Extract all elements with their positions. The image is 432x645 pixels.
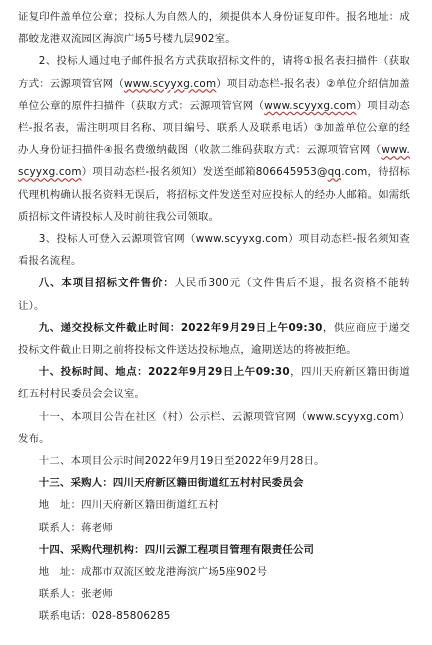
item2-website-2: www.scyyxg.com — [264, 99, 357, 112]
section-9-label: 九、递交投标文件截止时间：2022年9月29日上午09:30 — [38, 321, 323, 334]
section-11-publication: 十一、本项目公告在社区（村）公示栏、云源项管官网（www.scyyxg.com）发布。 — [18, 410, 410, 445]
section-10-time-place — [18, 361, 410, 405]
item2-text-c: ）项目动态栏-报名表，需注明项目名称、项目编号、联系人及联系电话）③加盖单位公章的经办人身份证扫描件④报名费缴纳截图（收款二维码获取方式：云源项管官网（ — [18, 99, 410, 157]
section-10-label: 十、投标时间、地点：2022年9月29日上午09:30 — [38, 366, 290, 379]
section-8-label: 八、本项目招标文件售价： — [38, 277, 175, 290]
paragraph-item-2 — [18, 50, 410, 228]
section-9-text: ，供应商应于递交投标文件截止日期之前将投标文件送达投标地点，逾期送达的将被拒绝。 — [18, 321, 410, 357]
item2-text-b: ）项目动态栏-报名表）②单位介绍信加盖单位公章的原件扫描件（获取方式：云源项管官网（ — [18, 77, 410, 112]
paragraph-item-3: 3、投标人可登入云源项管官网（www.scyyxg.com）项目动态栏-报名须知查看报名流程。 — [18, 233, 410, 268]
item2-email-domain: qq — [327, 166, 342, 179]
section-14-title: 十四、采购代理机构：四川云源工程项目管理有限责任公司 — [38, 543, 315, 556]
section-14-phone: 联系电话：028-85806285 — [38, 610, 171, 623]
item2-text-d: ）项目动态栏-报名须知）发送至邮箱806645953@ — [81, 166, 328, 179]
item2-website-1: www.scyyxg.com — [124, 77, 217, 90]
section-9-deadline — [18, 317, 410, 361]
section-12-period: 十二、本项目公示时间2022年9月19日至2022年9月28日。 — [38, 455, 325, 468]
section-8-price — [18, 272, 410, 316]
item2-website-3: www.scyyxg.com — [18, 144, 410, 179]
section-13-address: 地 址：四川天府新区籍田街道红五村 — [38, 499, 219, 512]
section-14-contact: 联系人：张老师 — [38, 588, 113, 601]
section-10-text: ，四川天府新区籍田街道红五村村民委员会会议室。 — [18, 366, 410, 401]
item2-text-a: 2、投标人通过电子邮件报名方式获取招标文件的，请将①报名表扫描件（获取方式：云源项管官网（ — [18, 55, 410, 90]
section-14-address: 地 址：成都市双流区蛟龙港海滨广场5座902号 — [38, 566, 268, 579]
section-13-contact: 联系人：蒋老师 — [38, 521, 113, 534]
paragraph-registration-address: 证复印件盖单位公章；投标人为自然人的，须提供本人身份证复印件。报名地址：成都蛟龙港双流园区海滨广场5号楼九层902室。 — [18, 11, 410, 46]
section-8-text: 人民币300元（文件售后不退，报名资格不能转让）。 — [18, 277, 410, 312]
item2-text-e: .com，待招标代理机构确认报名资料无误后，将招标文件发送至对应投标人的经办人邮箱。如需纸质招标文件请投标人及时前往我公司领取。 — [18, 166, 410, 223]
section-13-title: 十三、采购人：四川天府新区籍田街道红五村村民委员会 — [38, 477, 304, 490]
